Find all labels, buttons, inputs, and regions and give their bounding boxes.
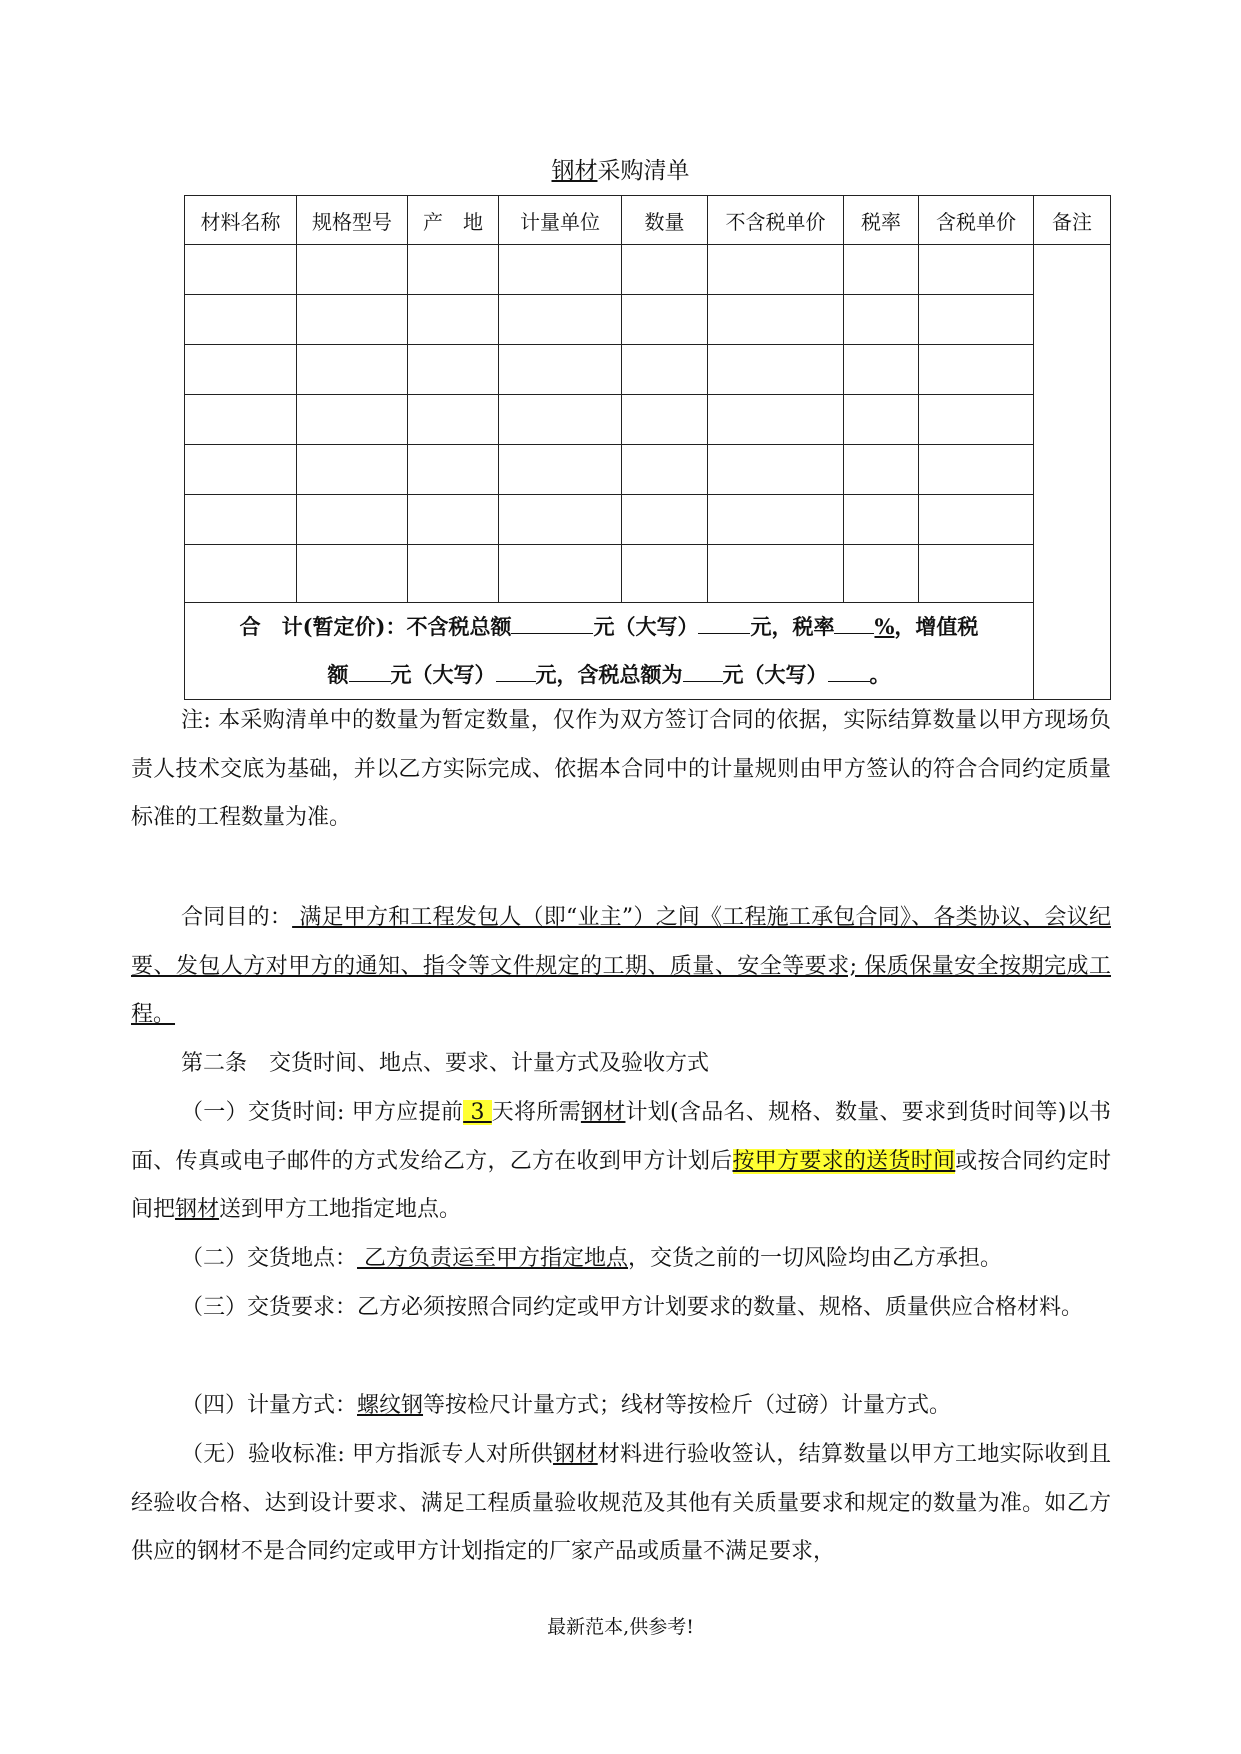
- delivery-place-paragraph: [131, 1235, 1111, 1284]
- col-header: 不含税单价: [708, 196, 844, 245]
- table-cell[interactable]: [622, 295, 708, 345]
- table-cell[interactable]: [919, 495, 1034, 545]
- measure-paragraph: [131, 1382, 1111, 1431]
- table-cell[interactable]: [408, 495, 499, 545]
- amount-blank[interactable]: [349, 659, 391, 682]
- table-row: [185, 495, 1111, 545]
- amount-blank[interactable]: [511, 611, 593, 634]
- text-span: （二）交货地点：: [181, 1246, 358, 1271]
- table-cell[interactable]: [297, 245, 408, 295]
- table-cell[interactable]: [185, 545, 297, 603]
- total-text: 元（大写）: [390, 662, 496, 687]
- table-cell[interactable]: [499, 295, 622, 345]
- table-cell[interactable]: [708, 445, 844, 495]
- purpose-paragraph: [131, 894, 1111, 1040]
- col-header: 产 地: [408, 196, 499, 245]
- total-text: 。: [869, 662, 891, 687]
- table-cell[interactable]: [708, 395, 844, 445]
- table-cell[interactable]: [408, 245, 499, 295]
- table-cell[interactable]: [844, 495, 919, 545]
- col-header: 规格型号: [297, 196, 408, 245]
- table-cell[interactable]: [622, 395, 708, 445]
- table-cell[interactable]: [919, 395, 1034, 445]
- table-cell[interactable]: [185, 345, 297, 395]
- table-cell[interactable]: [919, 545, 1034, 603]
- table-cell[interactable]: [499, 395, 622, 445]
- total-text: ，增值税: [894, 614, 979, 639]
- col-header: 备注: [1034, 196, 1111, 245]
- table-cell[interactable]: [185, 495, 297, 545]
- table-cell[interactable]: [408, 345, 499, 395]
- table-cell[interactable]: [919, 345, 1034, 395]
- table-cell[interactable]: [185, 245, 297, 295]
- text-span: （四）计量方式：: [181, 1393, 358, 1418]
- table-cell[interactable]: [499, 245, 622, 295]
- table-cell[interactable]: [708, 495, 844, 545]
- total-cell: [185, 603, 1034, 700]
- table-cell[interactable]: [408, 445, 499, 495]
- col-header: 数量: [622, 196, 708, 245]
- total-text: 元（大写）: [593, 614, 699, 639]
- days-highlight: 3: [463, 1100, 492, 1125]
- table-cell[interactable]: [708, 295, 844, 345]
- table-cell[interactable]: [297, 495, 408, 545]
- purpose-text: 满足甲方和工程发包人（即“业主”）之间《工程施工承包合同》、各类协议、会议纪要、发包人方对甲方的通知、指令等文件规定的工期、质量、安全等要求; 保质保量安全按期完成工程。: [131, 905, 1111, 1027]
- table-cell[interactable]: [622, 495, 708, 545]
- text-span: （一）交货时间: 甲方应提前: [181, 1100, 464, 1125]
- place-underlined: 乙方负责运至甲方指定地点: [357, 1246, 629, 1271]
- delivery-requirement-paragraph: （三）交货要求：乙方必须按照合同约定或甲方计划要求的数量、规格、质量供应合格材料。: [181, 1295, 1084, 1320]
- table-cell[interactable]: [844, 545, 919, 603]
- table-cell[interactable]: [297, 345, 408, 395]
- delivery-time-paragraph: [131, 1089, 1111, 1235]
- col-header: 计量单位: [499, 196, 622, 245]
- table-cell[interactable]: [622, 445, 708, 495]
- table-cell[interactable]: [919, 445, 1034, 495]
- total-row: [185, 603, 1111, 700]
- article-heading: 第二条 交货时间、地点、要求、计量方式及验收方式: [181, 1051, 710, 1076]
- text-span: （无）验收标准: 甲方指派专人对所供: [181, 1442, 554, 1467]
- text-span: 送到甲方工地指定地点。: [219, 1197, 462, 1222]
- col-header: 材料名称: [185, 196, 297, 245]
- table-row: [185, 395, 1111, 445]
- table-row: [185, 245, 1111, 295]
- text-span: 材料进行验收签认，结算数量以甲方工地实际收到且经验收合格、达到设计要求、满足工程质量验收规范及其他有关质量要求和规定的数量为准。如乙方供应的钢材不是合同约定或甲方计划指定的厂家产品或质量不满足要求，: [131, 1442, 1111, 1564]
- col-header: 含税单价: [919, 196, 1034, 245]
- rebar-term: 螺纹钢: [357, 1393, 424, 1418]
- table-cell[interactable]: [622, 545, 708, 603]
- total-text: 元（大写）: [722, 662, 828, 687]
- page-title: [0, 152, 1241, 185]
- page-footer: 最新范本,供参考!: [547, 1616, 694, 1638]
- table-cell[interactable]: [708, 545, 844, 603]
- steel-term: 钢材: [553, 1442, 598, 1467]
- text-span: 或按合同约定时间把: [131, 1148, 1111, 1222]
- amount-blank[interactable]: [698, 611, 750, 634]
- table-row: [185, 445, 1111, 495]
- delivery-time-highlight: 按甲方要求的送货时间: [732, 1148, 956, 1174]
- table-cell[interactable]: [622, 345, 708, 395]
- table-cell[interactable]: [499, 545, 622, 603]
- table-cell[interactable]: [499, 445, 622, 495]
- title-rest: 采购清单: [597, 158, 690, 184]
- table-row: [185, 345, 1111, 395]
- total-line-2: [185, 651, 1033, 699]
- amount-blank[interactable]: [683, 659, 723, 682]
- total-text: 额: [327, 662, 349, 687]
- table-cell[interactable]: [408, 395, 499, 445]
- acceptance-paragraph: [131, 1431, 1111, 1577]
- amount-blank[interactable]: [496, 659, 536, 682]
- table-cell[interactable]: [708, 345, 844, 395]
- text-span: 天将所需: [491, 1100, 581, 1125]
- table-header-row: [185, 196, 1111, 245]
- table-cell[interactable]: [844, 445, 919, 495]
- note-paragraph: 注: 本采购清单中的数量为暂定数量，仅作为双方签订合同的依据，实际结算数量以甲方现场负责人技术交底为基础，并以乙方实际完成、依据本合同中的计量规则由甲方签认的符合合同约定质量标准的工程数量为准。: [131, 708, 1111, 830]
- purchase-list-table: [184, 195, 1111, 700]
- percent-sign: %: [874, 614, 895, 639]
- purpose-label: 合同目的：: [181, 905, 293, 930]
- table-cell[interactable]: [499, 345, 622, 395]
- text-span: ，交货之前的一切风险均由乙方承担。: [628, 1246, 1003, 1271]
- steel-term: 钢材: [580, 1100, 626, 1125]
- total-text: 元，税率: [750, 614, 835, 639]
- table-cell[interactable]: [499, 495, 622, 545]
- table-cell[interactable]: [919, 245, 1034, 295]
- table-cell[interactable]: [185, 395, 297, 445]
- total-text: 元，含税总额为: [535, 662, 683, 687]
- table-cell[interactable]: [297, 445, 408, 495]
- text-span: 等按检尺计量方式；线材等按检斤（过磅）计量方式。: [423, 1393, 952, 1418]
- table-cell[interactable]: [844, 295, 919, 345]
- rate-blank[interactable]: [834, 611, 874, 634]
- total-line-1: [185, 603, 1033, 651]
- table-cell[interactable]: [297, 545, 408, 603]
- table-cell[interactable]: [408, 295, 499, 345]
- table-cell[interactable]: [622, 245, 708, 295]
- table-cell[interactable]: [297, 295, 408, 345]
- remarks-cell[interactable]: [1034, 245, 1111, 700]
- steel-term: 钢材: [175, 1197, 220, 1222]
- table-cell[interactable]: [844, 245, 919, 295]
- table-row: [185, 295, 1111, 345]
- total-label: 合 计(暂定价)：不含税总额: [239, 614, 512, 639]
- table-cell[interactable]: [408, 545, 499, 603]
- table-cell[interactable]: [844, 345, 919, 395]
- table-cell[interactable]: [844, 395, 919, 445]
- table-cell[interactable]: [297, 395, 408, 445]
- table-cell[interactable]: [708, 245, 844, 295]
- table-cell[interactable]: [185, 295, 297, 345]
- text-span: 计划(含品名、规格、数量、要求到货时间等)以书面、传真或电子邮件的方式发给乙方，乙方在收到甲方计划后: [131, 1100, 1111, 1174]
- amount-blank[interactable]: [828, 659, 870, 682]
- col-header: 税率: [844, 196, 919, 245]
- table-cell[interactable]: [919, 295, 1034, 345]
- table-row: [185, 545, 1111, 603]
- title-underlined: 钢材: [551, 158, 598, 184]
- table-cell[interactable]: [185, 445, 297, 495]
